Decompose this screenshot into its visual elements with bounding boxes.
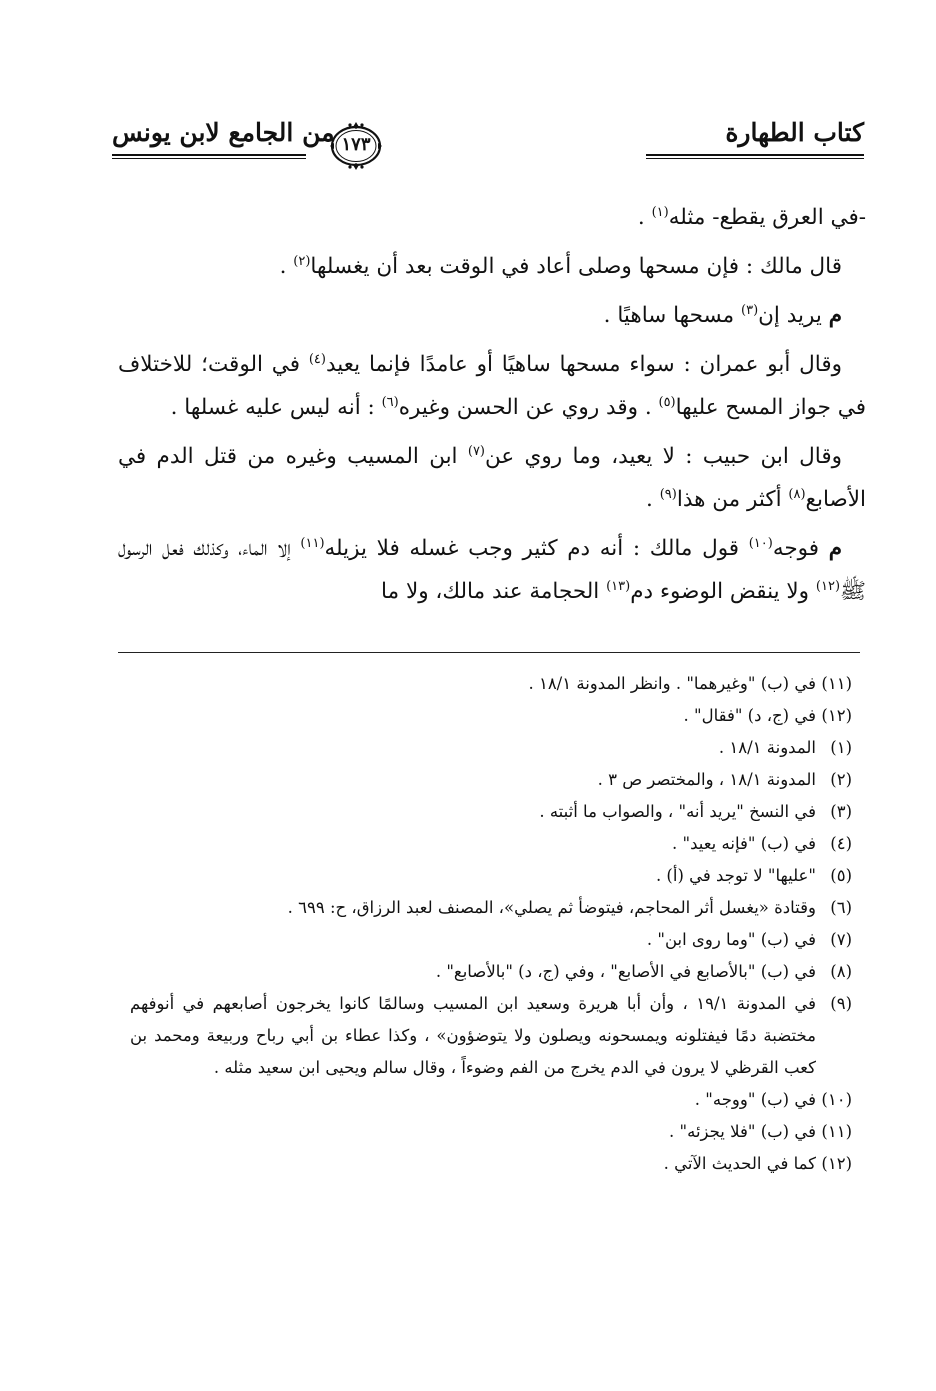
- footnote-number: (٦): [830, 898, 852, 917]
- footnote-text: في (ب) "وغيرهما" . وانظر المدونة ١٨/١ .: [528, 674, 816, 693]
- page-number: ١٧٣: [341, 134, 371, 155]
- footnote-ref: (٦): [381, 394, 399, 410]
- footnote: [130, 1148, 852, 1180]
- text-run: . وقد روي عن الحسن وغيره: [398, 395, 659, 420]
- text-run: وقال ابن حبيب : لا يعيد، وما روي عن: [485, 444, 842, 469]
- header-rule-right-thin: [646, 158, 864, 159]
- footnote-number: (٩): [830, 994, 852, 1013]
- paragraph-2: [118, 245, 866, 288]
- footnote-ref: (١٠): [748, 535, 773, 551]
- footnote: [130, 828, 852, 860]
- footnote: [130, 1116, 852, 1148]
- footnote-number: (٨): [830, 962, 852, 981]
- footnote-ref: (١٢): [815, 578, 841, 594]
- footnote: [130, 764, 852, 796]
- footnote-ref: (٧): [467, 443, 485, 459]
- text-run: .: [646, 487, 660, 512]
- footnote: [130, 700, 852, 732]
- page-number-ornament: [326, 120, 386, 172]
- footnote-text: في (ب) "بالأصابع في الأصابع" ، وفي (ج، د) "بالأصابع" .: [435, 962, 816, 981]
- text-run: قول مالك : أنه دم كثير وجب غسله فلا يزيله: [324, 536, 749, 561]
- text-run: ابن المسيب وغيره من قتل الدم في الأصابع: [118, 444, 866, 512]
- footnote-text: في (ب) "فلا يجزئه" .: [669, 1122, 816, 1141]
- footnote-separator: [118, 652, 860, 653]
- footnote-text: في النسخ "يريد أنه" ، والصواب ما أثبته .: [539, 802, 816, 821]
- author-mark: م: [828, 303, 842, 328]
- header-rule-left: [112, 154, 306, 156]
- footnote: [130, 860, 852, 892]
- footnote-ref: (٣): [741, 302, 759, 318]
- paragraph-5: [118, 435, 866, 521]
- footnote: [130, 924, 852, 956]
- text-run: فوجه: [772, 536, 829, 561]
- paragraph-4: [118, 343, 866, 429]
- text-run: .: [637, 205, 652, 230]
- footnote-ref: (٥): [658, 394, 676, 410]
- text-run: وقال أبو عمران : سواء مسحها ساهيًا أو عامدًا فإنما يعيد: [325, 352, 842, 377]
- footnote-ref: (٢): [293, 253, 311, 269]
- footnote-text: المدونة ١٨/١ .: [718, 738, 816, 757]
- footnote-number: (٥): [830, 866, 852, 885]
- footnote-text: وقتادة «يغسل أثر المحاجم، فيتوضأ ثم يصلي»، المصنف لعبد الرزاق، ح: ٦٩٩ .: [287, 898, 816, 917]
- book-title: كتاب الطهارة: [725, 118, 864, 147]
- header-rule-left-thin: [112, 158, 306, 159]
- footnote-ref: (٨): [788, 486, 806, 502]
- footnote-ref: (١١): [300, 535, 325, 551]
- footnote: [130, 892, 852, 924]
- footnote-number: (٧): [830, 930, 852, 949]
- footnote-number: (١٠): [821, 1090, 852, 1109]
- footnote-text: كما في الحديث الآتي .: [663, 1154, 816, 1173]
- footnote-text: في (ب) "ووجه" .: [694, 1090, 816, 1109]
- footnote-text: في (ج، د) "فقال" .: [683, 706, 816, 725]
- footnote-number: (١١): [821, 1122, 852, 1141]
- footnote-ref: (٤): [308, 351, 326, 367]
- footnote: [130, 796, 852, 828]
- footnote: [130, 988, 852, 1084]
- work-title: من الجامع لابن يونس: [112, 118, 335, 147]
- text-run: إلا الماء، وكذلك فعل الرسول ﷺ: [118, 536, 866, 604]
- footnote: [130, 668, 852, 700]
- paragraph-1: [118, 196, 866, 239]
- footnote-number: (١١): [821, 674, 852, 693]
- text-run: أكثر من هذا: [676, 487, 789, 512]
- header-rule-right: [646, 154, 864, 156]
- paragraph-3: [118, 294, 866, 337]
- footnote-ref: (١٣): [606, 578, 631, 594]
- text-run: مسحها ساهيًا .: [603, 303, 741, 328]
- footnote: [130, 956, 852, 988]
- footnote-number: (١): [830, 738, 852, 757]
- footnote-text: في المدونة ١٩/١ ، وأن أبا هريرة وسعيد ابن المسيب وسالمًا كانوا يخرجون أصابعهم في أنوفهم مختضبة دمًا فيفتلونه ويمسحونه ويصلون ولا يتوضؤون» ، وكذا عطاء بن أبي رباح وربيعة ومحمد بن كعب القرظي لا يرون في الدم يخرج من الفم وضوءاً ، وقال سالم ويحيى ابن سعيد مثله .: [130, 994, 816, 1077]
- footnote-ref: (٩): [659, 486, 677, 502]
- footnote-text: في (ب) "وما روى ابن" .: [646, 930, 816, 949]
- text-run: -في العرق يقطع- مثله: [668, 205, 866, 230]
- running-header: [112, 112, 864, 176]
- paragraph-6: [118, 527, 866, 613]
- text-run: في الوقت؛ للاختلاف في جواز المسح عليها: [118, 352, 866, 420]
- footnote-text: المدونة ١٨/١ ، والمختصر ص ٣ .: [597, 770, 816, 789]
- text-run: ولا ينقض الوضوء دم: [630, 579, 816, 604]
- footnote-text: "عليها" لا توجد في (أ) .: [655, 866, 816, 885]
- text-run: يريد إن: [758, 303, 829, 328]
- main-text: [118, 196, 866, 619]
- footnotes: [130, 668, 852, 1180]
- text-run: : أنه ليس عليه غسلها .: [170, 395, 382, 420]
- footnote-number: (٤): [830, 834, 852, 853]
- footnote-number: (١٢): [821, 1154, 852, 1173]
- footnote-number: (١٢): [821, 706, 852, 725]
- footnote: [130, 732, 852, 764]
- text-run: الحجامة عند مالك، ولا ما: [381, 579, 607, 604]
- footnote: [130, 1084, 852, 1116]
- text-run: .: [279, 254, 294, 279]
- footnote-number: (٣): [830, 802, 852, 821]
- author-mark: م: [828, 536, 842, 561]
- footnote-ref: (١): [651, 204, 669, 220]
- footnote-number: (٢): [830, 770, 852, 789]
- footnote-text: في (ب) "فإنه يعيد" .: [672, 834, 816, 853]
- text-run: قال مالك : فإن مسحها وصلى أعاد في الوقت بعد أن يغسلها: [310, 254, 842, 279]
